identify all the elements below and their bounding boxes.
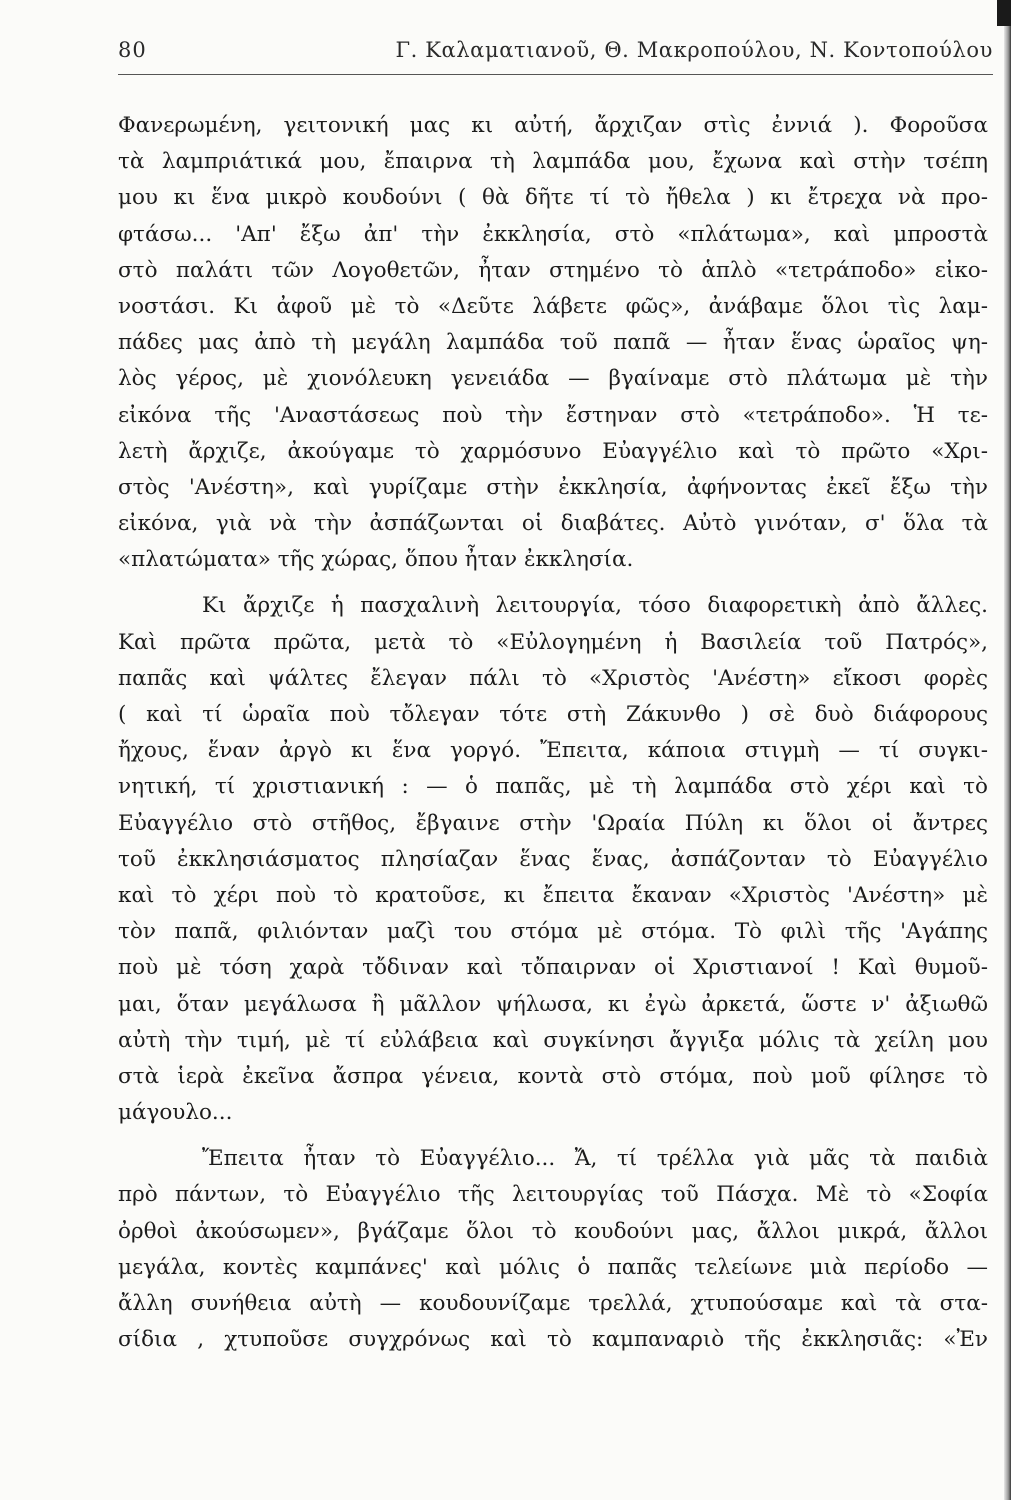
- page-binding-corner: [997, 0, 1011, 26]
- text-line: ἤχους, ἕναν ἀργὸ κι ἕνα γοργό. Ἔπειτα, κάποια στιγμὴ — τί συγκι-: [118, 738, 988, 764]
- text-line: πάδες μας ἀπὸ τὴ μεγάλη λαμπάδα τοῦ παπᾶ — ἦταν ἕνας ὡραῖος ψη-: [118, 330, 988, 356]
- text-line: Φανερωμένη, γειτονική μας κι αὐτή, ἄρχιζαν στὶς ἐννιά ). Φοροῦσα: [118, 113, 988, 138]
- body-text: [118, 108, 988, 1358]
- text-line: σίδια , χτυποῦσε συγχρόνως καὶ τὸ καμπαναριὸ τῆς ἐκκλησιᾶς: «Ἐν: [118, 1327, 988, 1353]
- text-line: μεγάλα, κοντὲς καμπάνες' καὶ μόλις ὁ παπᾶς τελείωνε μιὰ περίοδο —: [118, 1254, 988, 1280]
- text-line: ( καὶ τί ὡραῖα ποὺ τὄλεγαν τότε στὴ Ζάκυνθο ) σὲ δυὸ διάφορους: [118, 702, 988, 727]
- paragraph: [118, 588, 988, 1131]
- text-line: πρὸ πάντων, τὸ Εὐαγγέλιο τῆς λειτουργίας τοῦ Πάσχα. Μὲ τὸ «Σοφία: [118, 1182, 988, 1208]
- text-line: τὰ λαμπριάτικά μου, ἔπαιρνα τὴ λαμπάδα μου, ἔχωνα καὶ στὴν τσέπη: [118, 149, 988, 175]
- text-line: νητική, τί χριστιανική : — ὁ παπᾶς, μὲ τὴ λαμπάδα στὸ χέρι καὶ τὸ: [118, 774, 988, 800]
- paragraph: [118, 108, 988, 578]
- paragraph: [118, 1141, 988, 1358]
- text-line: στὸ παλάτι τῶν Λογοθετῶν, ἦταν στημένο τὸ ἁπλὸ «τετράποδο» εἰκο-: [118, 257, 988, 283]
- text-line: «πλατώματα» τῆς χώρας, ὅπου ἦταν ἐκκλησία.: [118, 547, 634, 573]
- text-line: ὀρθοὶ ἀκούσωμεν», βγάζαμε ὅλοι τὸ κουδούνι μας, ἄλλοι μικρά, ἄλλοι: [118, 1218, 988, 1244]
- running-head-authors: Γ. Καλαματιανοῦ, Θ. Μακροπούλου, Ν. Κοντοπούλου: [395, 38, 993, 62]
- text-line: μαι, ὅταν μεγάλωσα ἢ μᾶλλον ψήλωσα, κι ἐγὼ ἀρκετά, ὥστε ν' ἀξιωθῶ: [118, 991, 988, 1017]
- text-line: Εὐαγγέλιο στὸ στῆθος, ἔβγαινε στὴν 'Ωραία Πύλη κι ὅλοι οἱ ἄντρες: [118, 810, 988, 836]
- text-line: φτάσω... 'Απ' ἔξω ἀπ' τὴν ἐκκλησία, στὸ «πλάτωμα», καὶ μπροστὰ: [118, 221, 988, 247]
- text-line: τοῦ ἐκκλησιάσματος πλησίαζαν ἕνας ἕνας, ἀσπάζονταν τὸ Εὐαγγέλιο: [118, 846, 988, 872]
- text-line: στὰ ἱερὰ ἐκεῖνα ἄσπρα γένεια, κοντὰ στὸ στόμα, ποὺ μοῦ φίλησε τὸ: [118, 1063, 988, 1089]
- text-line: ποὺ μὲ τόση χαρὰ τὄδιναν καὶ τὄπαιρναν οἱ Χριστιανοί ! Καὶ θυμοῦ-: [118, 955, 988, 981]
- text-line: εἰκόνα, γιὰ νὰ τὴν ἀσπάζωνται οἱ διαβάτες. Αὐτὸ γινόταν, σ' ὅλα τὰ: [118, 511, 988, 537]
- page-binding-edge: [1004, 0, 1011, 1500]
- paragraph-gap: [118, 1131, 988, 1141]
- text-line: λὸς γέρος, μὲ χιονόλευκη γενειάδα — βγαίναμε στὸ πλάτωμα μὲ τὴν: [118, 366, 988, 392]
- text-line: μου κι ἕνα μικρὸ κουδούνι ( θὰ δῆτε τί τὸ ἤθελα ) κι ἔτρεχα νὰ προ-: [118, 185, 988, 211]
- text-line: στὸς 'Ανέστη», καὶ γυρίζαμε στὴν ἐκκλησία, ἀφήνοντας ἐκεῖ ἔξω τὴν: [118, 474, 988, 500]
- text-line: Καὶ πρῶτα πρῶτα, μετὰ τὸ «Εὐλογημένη ἡ Βασιλεία τοῦ Πατρός»,: [118, 629, 988, 655]
- page-number: 80: [118, 38, 147, 62]
- text-line: μάγουλο...: [118, 1100, 233, 1126]
- text-line: νοστάσι. Κι ἀφοῦ μὲ τὸ «Δεῦτε λάβετε φῶς», ἀνάβαμε ὅλοι τὶς λαμ-: [118, 293, 988, 319]
- text-line: αὐτὴ τὴν τιμή, μὲ τί εὐλάβεια καὶ συγκίνησι ἄγγιξα μόλις τὰ χείλη μου: [118, 1027, 988, 1053]
- text-line: τὸν παπᾶ, φιλιόνταν μαζὶ του στόμα μὲ στόμα. Τὸ φιλὶ τῆς 'Αγάπης: [118, 919, 988, 945]
- text-line: εἰκόνα τῆς 'Αναστάσεως ποὺ τὴν ἔστηναν στὸ «τετράποδο». Ἡ τε-: [118, 402, 988, 428]
- text-line: ἄλλη συνήθεια αὐτὴ — κουδουνίζαμε τρελλά, χτυπούσαμε καὶ τὰ στα-: [118, 1291, 988, 1316]
- text-line: Κι ἄρχιζε ἡ πασχαλινὴ λειτουργία, τόσο διαφορετικὴ ἀπὸ ἄλλες.: [202, 593, 988, 619]
- text-line: λετὴ ἄρχιζε, ἀκούγαμε τὸ χαρμόσυνο Εὐαγγέλιο καὶ τὸ πρῶτο «Χρι-: [118, 438, 988, 464]
- header-rule: [118, 74, 993, 75]
- text-line: παπᾶς καὶ ψάλτες ἔλεγαν πάλι τὸ «Χριστὸς 'Ανέστη» εἴκοσι φορὲς: [118, 665, 988, 691]
- page-header: [118, 38, 993, 72]
- text-line: καὶ τὸ χέρι ποὺ τὸ κρατοῦσε, κι ἔπειτα ἔκαναν «Χριστὸς 'Ανέστη» μὲ: [118, 882, 988, 908]
- text-line: Ἔπειτα ἦταν τὸ Εὐαγγέλιο... Ἄ, τί τρέλλα γιὰ μᾶς τὰ παιδιὰ: [202, 1146, 988, 1172]
- paragraph-gap: [118, 578, 988, 588]
